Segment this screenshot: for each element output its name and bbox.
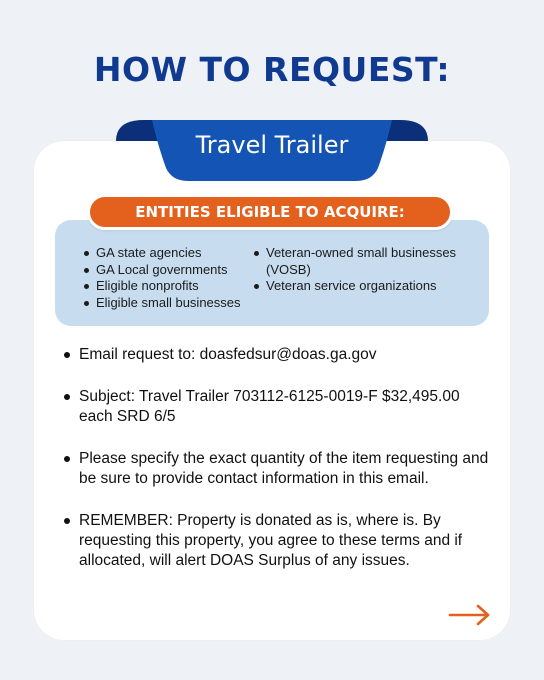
eligible-heading: ENTITIES ELIGIBLE TO ACQUIRE: bbox=[87, 194, 453, 230]
eligible-list-right bbox=[252, 245, 482, 295]
instruction-quantity: Please specify the exact quantity of the item requesting and be sure to provide contact information in this email. bbox=[62, 449, 492, 489]
eligible-item: Veteran-owned small businesses (VOSB) bbox=[252, 245, 482, 278]
instruction-remember: REMEMBER: Property is donated as is, where is. By requesting this property, you agree to these terms and if allocated, will alert DOAS Surplus of any issues. bbox=[62, 511, 492, 571]
item-ribbon bbox=[116, 116, 428, 182]
eligible-item: Veteran service organizations bbox=[252, 278, 482, 295]
instruction-subject: Subject: Travel Trailer 703112-6125-0019-F $32,495.00 each SRD 6/5 bbox=[62, 387, 492, 427]
instruction-email: Email request to: doasfedsur@doas.ga.gov bbox=[62, 345, 492, 365]
instructions-list bbox=[62, 345, 492, 593]
arrow-right-icon[interactable] bbox=[448, 603, 492, 627]
page-title: HOW TO REQUEST: bbox=[93, 50, 451, 89]
eligible-list-left bbox=[82, 245, 252, 311]
eligible-item: Eligible nonprofits bbox=[82, 278, 252, 295]
eligible-item: GA state agencies bbox=[82, 245, 252, 262]
item-name: Travel Trailer bbox=[195, 131, 349, 159]
eligible-item: Eligible small businesses bbox=[82, 295, 252, 312]
eligible-item: GA Local governments bbox=[82, 262, 252, 279]
